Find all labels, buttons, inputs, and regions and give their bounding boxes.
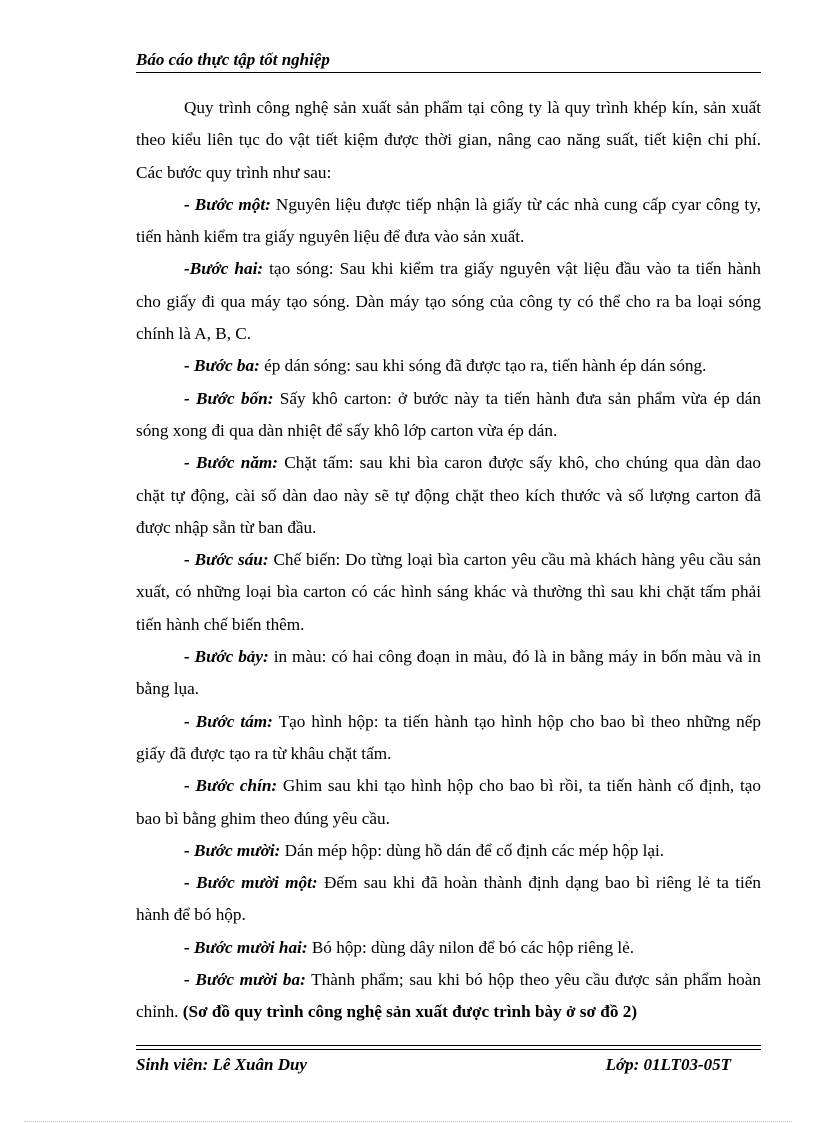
step-text: ép dán sóng: sau khi sóng đã được tạo ra, tiến hành ép dán sóng. (259, 356, 707, 376)
step-paragraph (136, 867, 761, 932)
step-label: - Bước chín: (184, 776, 278, 796)
step-label: - Bước sáu: (184, 550, 269, 570)
intro-paragraph: Quy trình công nghệ sản xuất sản phẩm tại công ty là quy trình khép kín, sản xuất theo kiểu liên tục do vật tiết kiệm được thời gian, nâng cao năng suất, tiết kiện chi phí. Các bước quy trình như sau: (136, 98, 761, 182)
page-edge (24, 1121, 792, 1122)
header-divider (136, 72, 761, 73)
step-text: Chế biến: Do từng loại bìa carton yêu cầu mà khách hàng yêu cầu sản xuất, có những loại bìa carton có các hình sáng khác và thường thì sau khi chặt tấm phải tiến hành chế biến thêm. (136, 550, 761, 634)
document-body (136, 92, 761, 1029)
step-label: - Bước năm: (184, 453, 279, 473)
step-paragraph (136, 706, 761, 771)
step-paragraph (136, 189, 761, 254)
step-label: - Bước ba: (184, 356, 260, 376)
footer-divider (136, 1045, 761, 1046)
step-text: Sấy khô carton: ở bước này ta tiến hành đưa sản phẩm vừa ép dán sóng xong đi qua dàn nhiệt để sấy khô lớp carton vừa ép dán. (136, 388, 761, 440)
header-title: Báo cáo thực tập tốt nghiệp (136, 50, 330, 69)
step-paragraph (136, 932, 761, 964)
step-paragraph (136, 447, 761, 544)
page-header (136, 50, 761, 70)
step-label: - Bước bốn: (184, 388, 274, 408)
step-paragraph (136, 770, 761, 835)
step-text: Bó hộp: dùng dây nilon để bó các hộp riêng lẻ. (307, 937, 635, 957)
step-text: in màu: có hai công đoạn in màu, đó là in bằng máy in bốn màu và in bằng lụa. (136, 647, 761, 699)
step-paragraph (136, 641, 761, 706)
step-paragraph (136, 964, 761, 1029)
step-label: - Bước bảy: (184, 647, 269, 667)
step-label: - Bước mười hai: (184, 937, 308, 957)
step-text: Đếm sau khi đã hoàn thành định dạng bao bì riêng lẻ ta tiến hành để bó hộp. (136, 873, 761, 925)
step-paragraph (136, 835, 761, 867)
step-paragraph (136, 383, 761, 448)
step-label: - Bước mười: (184, 840, 281, 860)
step-label: -Bước hai: (184, 259, 264, 279)
step-paragraph (136, 544, 761, 641)
step-label: - Bước tám: (184, 711, 273, 731)
step-label: - Bước mười ba: (184, 970, 306, 990)
step-paragraph (136, 253, 761, 350)
step-text: Ghim sau khi tạo hình hộp cho bao bì rồi, ta tiến hành cố định, tạo bao bì bằng ghim theo đúng yêu cầu. (136, 776, 761, 828)
step-text: Thành phẩm; sau khi bó hộp theo yêu cầu được sản phẩm hoàn chỉnh. (136, 970, 761, 1022)
step-text: Tạo hình hộp: ta tiến hành tạo hình hộp cho bao bì theo những nếp giấy đã được tạo ra từ khâu chặt tấm. (136, 711, 761, 763)
step-text: Chặt tấm: sau khi bìa caron được sấy khô, cho chúng qua dàn dao chặt tự động, cài số dàn dao này sẽ tự động chặt theo kích thước và số lượng carton đã được nhập sẵn từ ban đầu. (136, 453, 761, 537)
step-label: - Bước mười một: (184, 873, 318, 893)
step-text: Nguyên liệu được tiếp nhận là giấy từ các nhà cung cấp cyar công ty, tiến hành kiểm tra giấy nguyên liệu để đưa vào sản xuất. (136, 194, 761, 247)
footer-student: Sinh viên: Lê Xuân Duy (136, 1055, 307, 1074)
step-text: tạo sóng: Sau khi kiểm tra giấy nguyên vật liệu đầu vào ta tiến hành cho giấy đi qua máy tạo sóng. Dàn máy tạo sóng của công ty có thể cho ra ba loại sóng chính là A, B, C. (136, 259, 761, 344)
footer-class: Lớp: 01LT03-05T (605, 1055, 731, 1074)
step-text: Dán mép hộp: dùng hồ dán để cố định các mép hộp lại. (280, 840, 665, 860)
footer-divider (136, 1049, 761, 1050)
step-paragraph (136, 350, 761, 382)
diagram-reference: (Sơ đồ quy trình công nghệ sản xuất được trình bày ở sơ đồ 2) (182, 1002, 638, 1022)
step-label: - Bước một: (184, 194, 271, 214)
